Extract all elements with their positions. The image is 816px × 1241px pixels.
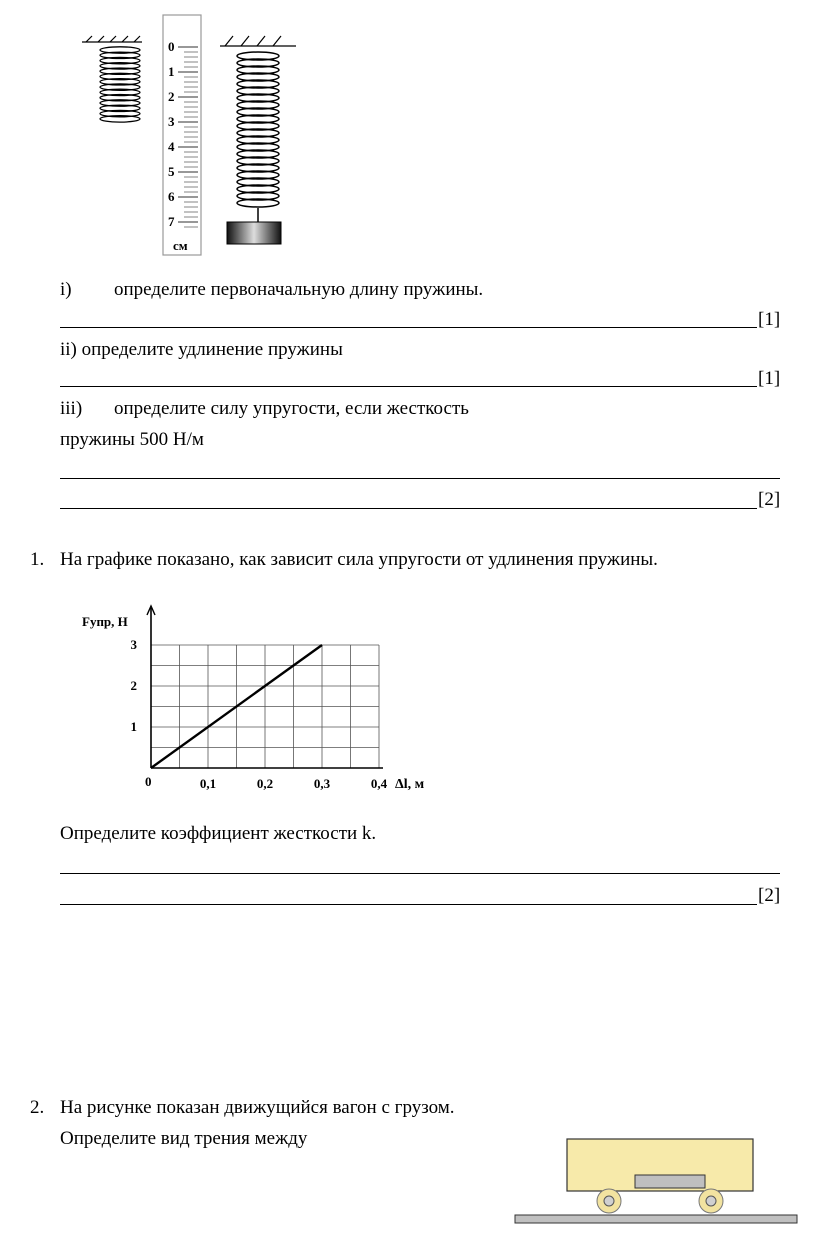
origin-label: 0 <box>145 774 152 789</box>
item-ii-text: ii) определите удлинение пружины <box>60 339 343 360</box>
x-tick-label: 0,1 <box>199 776 217 791</box>
right-spring-support <box>220 36 296 46</box>
ruler-tick-label: 4 <box>168 139 175 154</box>
x-tick-label: 0,3 <box>313 776 331 791</box>
weight-block <box>227 222 281 244</box>
rail <box>515 1215 797 1223</box>
item-i-marker: i) <box>60 279 72 300</box>
ruler-tick-label: 2 <box>168 89 175 104</box>
x-axis-label: Δl, м <box>395 777 425 792</box>
item-ii-score: [1] <box>758 368 781 389</box>
ruler-tick-label: 3 <box>168 114 175 129</box>
springs-ruler-figure <box>70 10 310 260</box>
answer-line[interactable] <box>60 904 757 905</box>
answer-line[interactable] <box>60 327 757 328</box>
chart-grid <box>151 645 379 768</box>
ruler-tick-label: 5 <box>168 164 175 179</box>
question-1-task: Определите коэффициент жесткости k. <box>60 823 377 844</box>
cargo-box <box>635 1175 705 1188</box>
ruler-tick-label: 1 <box>168 64 175 79</box>
question-2-text: На рисунке показан движущийся вагон с грузом. <box>60 1097 455 1118</box>
ruler-tick-label: 7 <box>168 214 175 229</box>
y-axis-label: Fупр, Н <box>82 614 128 629</box>
item-iii-score: [2] <box>758 489 781 510</box>
wagon-figure <box>510 1135 802 1230</box>
ruler <box>163 15 201 255</box>
y-tick-label: 3 <box>130 637 137 652</box>
ruler-tick-label: 0 <box>168 39 175 54</box>
item-iii-text2: пружины 500 Н/м <box>60 429 204 450</box>
item-i-text: определите первоначальную длину пружины. <box>114 279 484 300</box>
item-iii-marker: iii) <box>60 398 83 419</box>
question-1-score: [2] <box>758 885 781 906</box>
ruler-tick-label: 6 <box>168 189 175 204</box>
question-1-text: На графике показано, как зависит сила упругости от удлинения пружины. <box>60 549 658 570</box>
ruler-unit-label: см <box>173 238 188 253</box>
answer-line[interactable] <box>60 478 780 479</box>
left-spring <box>100 47 140 122</box>
answer-line[interactable] <box>60 508 757 509</box>
y-tick-label: 2 <box>130 678 137 693</box>
x-tick-label: 0,4 <box>370 776 388 791</box>
wheel <box>699 1189 723 1213</box>
item-i-score: [1] <box>758 309 781 330</box>
force-extension-chart <box>80 600 460 800</box>
answer-line[interactable] <box>60 873 780 874</box>
answer-line[interactable] <box>60 386 757 387</box>
wheel <box>597 1189 621 1213</box>
y-tick-label: 1 <box>130 719 137 734</box>
right-spring <box>237 52 279 207</box>
question-2-text2: Определите вид трения между <box>60 1128 308 1149</box>
left-spring-support <box>82 36 142 42</box>
x-tick-label: 0,2 <box>256 776 274 791</box>
question-2-number: 2. <box>30 1097 45 1118</box>
item-iii-text: определите силу упругости, если жесткость <box>114 398 469 419</box>
question-1-number: 1. <box>30 549 45 570</box>
